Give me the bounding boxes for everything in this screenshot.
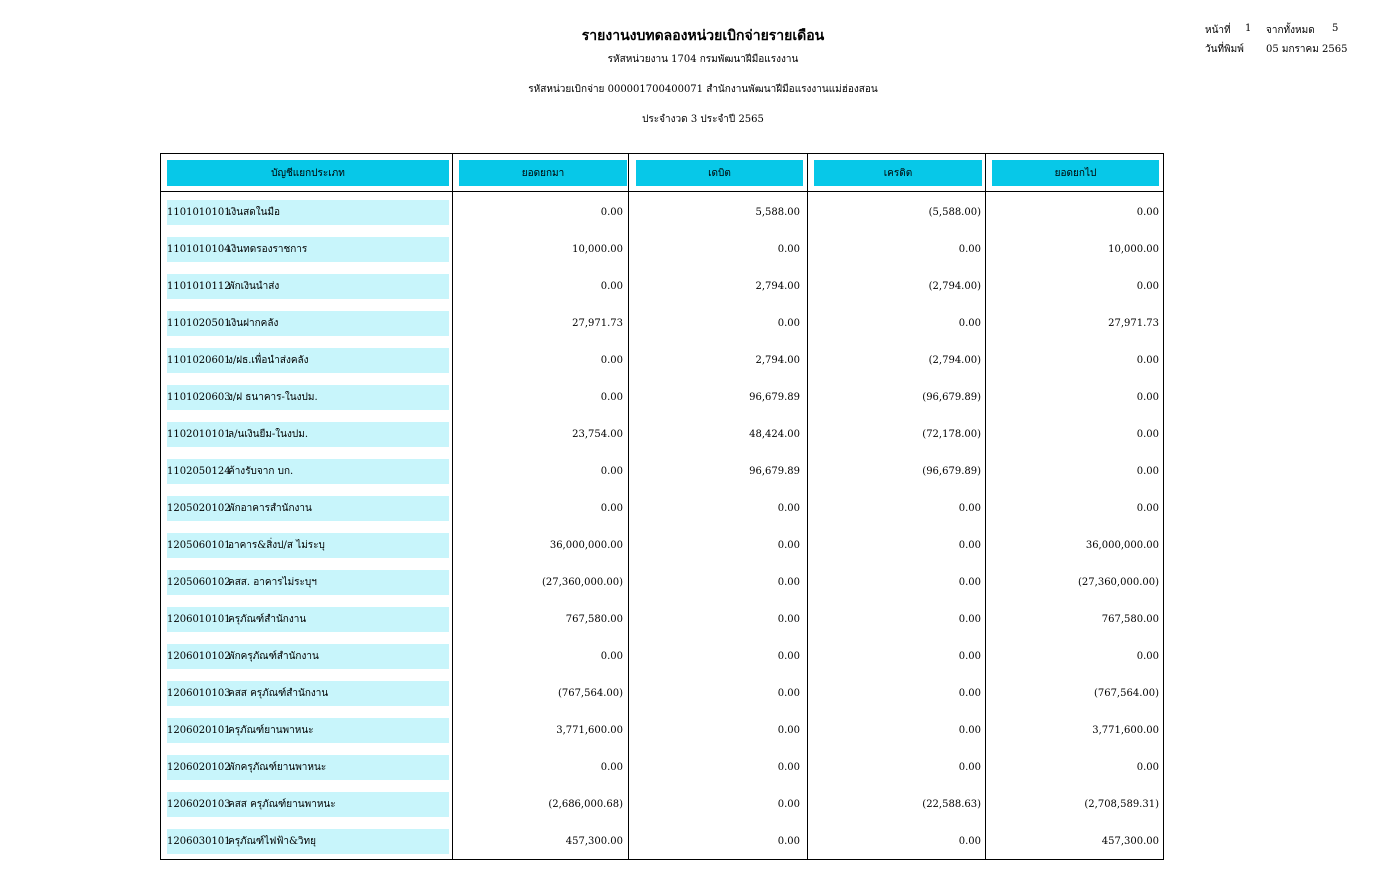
account-cell	[167, 607, 449, 632]
brought-forward-cell: 0.00	[600, 503, 623, 514]
account-code: 1101020601	[167, 355, 231, 366]
brought-forward-cell: 3,771,600.00	[556, 725, 623, 736]
credit-cell: 0.00	[958, 651, 981, 662]
credit-cell: (72,178.00)	[922, 429, 981, 440]
account-code: 1206030101	[167, 836, 231, 847]
table-row	[161, 718, 1163, 743]
table-row	[161, 607, 1163, 632]
account-name: พักเงินนำส่ง	[228, 281, 280, 292]
account-cell	[167, 422, 449, 447]
total-pages-label: จากทั้งหมด	[1266, 25, 1315, 36]
carried-forward-cell: 0.00	[1136, 392, 1159, 403]
credit-cell: 0.00	[958, 725, 981, 736]
account-name: ครุภัณฑ์สำนักงาน	[228, 614, 307, 625]
brought-forward-cell: 23,754.00	[572, 429, 623, 440]
account-name: พักครุภัณฑ์ยานพาหนะ	[228, 762, 327, 773]
page-label: หน้าที่	[1205, 25, 1231, 36]
carried-forward-cell: (27,360,000.00)	[1078, 577, 1159, 588]
account-cell	[167, 385, 449, 410]
account-cell	[167, 644, 449, 669]
brought-forward-cell: 0.00	[600, 762, 623, 773]
credit-cell: 0.00	[958, 762, 981, 773]
brought-forward-cell: 0.00	[600, 651, 623, 662]
carried-forward-cell: 0.00	[1136, 355, 1159, 366]
brought-forward-cell: 10,000.00	[572, 244, 623, 255]
debit-cell: 0.00	[777, 540, 800, 551]
credit-cell: 0.00	[958, 836, 981, 847]
table-row	[161, 311, 1163, 336]
account-name: คสส ครุภัณฑ์สำนักงาน	[228, 688, 329, 699]
brought-forward-cell: 457,300.00	[565, 836, 623, 847]
table-row	[161, 422, 1163, 447]
credit-cell: (2,794.00)	[928, 355, 981, 366]
column-header-account: บัญชีแยกประเภท	[167, 160, 449, 186]
debit-cell: 0.00	[777, 762, 800, 773]
credit-cell: 0.00	[958, 244, 981, 255]
brought-forward-cell: 36,000,000.00	[549, 540, 623, 551]
account-cell	[167, 348, 449, 373]
carried-forward-cell: 36,000,000.00	[1085, 540, 1159, 551]
debit-cell: 96,679.89	[749, 466, 800, 477]
table-row	[161, 570, 1163, 595]
table-row	[161, 237, 1163, 262]
account-cell	[167, 459, 449, 484]
column-header-debit: เดบิต	[636, 160, 803, 186]
account-code: 1206010102	[167, 651, 231, 662]
debit-cell: 96,679.89	[749, 392, 800, 403]
account-cell	[167, 237, 449, 262]
account-code: 1205060102	[167, 577, 231, 588]
account-cell	[167, 755, 449, 780]
account-code: 1102050124	[167, 466, 231, 477]
brought-forward-cell: 27,971.73	[572, 318, 623, 329]
debit-cell: 48,424.00	[749, 429, 800, 440]
credit-cell: 0.00	[958, 318, 981, 329]
period-line: ประจำงวด 3 ประจำปี 2565	[642, 114, 764, 125]
table-row	[161, 681, 1163, 706]
account-name: เงินฝากคลัง	[228, 318, 279, 329]
credit-cell: 0.00	[958, 540, 981, 551]
account-name: ง/ฝ ธนาคาร-ในงปม.	[228, 392, 318, 403]
credit-cell: 0.00	[958, 688, 981, 699]
account-cell	[167, 718, 449, 743]
account-name: ล/นเงินยืม-ในงปม.	[228, 429, 309, 440]
table-row	[161, 644, 1163, 669]
table-row	[161, 200, 1163, 225]
carried-forward-cell: 0.00	[1136, 503, 1159, 514]
print-date: 05 มกราคม 2565	[1266, 44, 1348, 55]
account-name: พักครุภัณฑ์สำนักงาน	[228, 651, 319, 662]
carried-forward-cell: 0.00	[1136, 429, 1159, 440]
account-name: คสส. อาคารไม่ระบุฯ	[228, 577, 317, 588]
table-row	[161, 496, 1163, 521]
account-name: เงินสดในมือ	[228, 207, 281, 218]
table-row	[161, 274, 1163, 299]
account-cell	[167, 570, 449, 595]
credit-cell: 0.00	[958, 614, 981, 625]
account-name: พักอาคารสำนักงาน	[228, 503, 312, 514]
credit-cell: (96,679.89)	[922, 466, 981, 477]
table-row	[161, 348, 1163, 373]
account-code: 1101020603	[167, 392, 231, 403]
account-code: 1205020102	[167, 503, 231, 514]
account-name: เงินทดรองราชการ	[228, 244, 308, 255]
account-code: 1206020102	[167, 762, 231, 773]
table-row	[161, 755, 1163, 780]
column-header-credit: เครดิต	[814, 160, 982, 186]
carried-forward-cell: 0.00	[1136, 281, 1159, 292]
account-code: 1102010101	[167, 429, 231, 440]
carried-forward-cell: (767,564.00)	[1093, 688, 1159, 699]
brought-forward-cell: (767,564.00)	[557, 688, 623, 699]
debit-cell: 0.00	[777, 836, 800, 847]
debit-cell: 0.00	[777, 503, 800, 514]
column-header-carried-forward: ยอดยกไป	[992, 160, 1159, 186]
account-name: ครุภัณฑ์ยานพาหนะ	[228, 725, 314, 736]
table-row	[161, 459, 1163, 484]
debit-cell: 0.00	[777, 614, 800, 625]
carried-forward-cell: 457,300.00	[1101, 836, 1159, 847]
report-title: รายงานงบทดลองหน่วยเบิกจ่ายรายเดือน	[581, 28, 825, 44]
table-row	[161, 385, 1163, 410]
account-name: อาคาร&สิ่งป/ส ไม่ระบุ	[228, 540, 325, 551]
brought-forward-cell: 767,580.00	[565, 614, 623, 625]
brought-forward-cell: 0.00	[600, 466, 623, 477]
brought-forward-cell: 0.00	[600, 392, 623, 403]
account-code: 1206010101	[167, 614, 231, 625]
account-cell	[167, 533, 449, 558]
carried-forward-cell: (2,708,589.31)	[1084, 799, 1159, 810]
account-cell	[167, 311, 449, 336]
brought-forward-cell: 0.00	[600, 207, 623, 218]
account-code: 1206020101	[167, 725, 231, 736]
column-header-brought-forward: ยอดยกมา	[459, 160, 627, 186]
debit-cell: 5,588.00	[755, 207, 800, 218]
carried-forward-cell: 767,580.00	[1101, 614, 1159, 625]
table-row	[161, 829, 1163, 854]
debit-cell: 0.00	[777, 799, 800, 810]
carried-forward-cell: 0.00	[1136, 466, 1159, 477]
debit-cell: 2,794.00	[755, 355, 800, 366]
agency-line: รหัสหน่วยงาน 1704 กรมพัฒนาฝีมือแรงงาน	[607, 54, 799, 65]
header-divider	[161, 191, 1163, 192]
carried-forward-cell: 0.00	[1136, 207, 1159, 218]
carried-forward-cell: 27,971.73	[1108, 318, 1159, 329]
credit-cell: (2,794.00)	[928, 281, 981, 292]
account-code: 1101010104	[167, 244, 231, 255]
account-cell	[167, 681, 449, 706]
debit-cell: 0.00	[777, 577, 800, 588]
debit-cell: 0.00	[777, 318, 800, 329]
account-code: 1206010103	[167, 688, 231, 699]
account-name: คสส ครุภัณฑ์ยานพาหนะ	[228, 799, 336, 810]
carried-forward-cell: 0.00	[1136, 762, 1159, 773]
trial-balance-table	[160, 153, 1164, 860]
account-name: ครุภัณฑ์ไฟฟ้า&วิทยุ	[228, 836, 317, 847]
brought-forward-cell: 0.00	[600, 281, 623, 292]
credit-cell: (96,679.89)	[922, 392, 981, 403]
brought-forward-cell: (27,360,000.00)	[542, 577, 623, 588]
carried-forward-cell: 0.00	[1136, 651, 1159, 662]
debit-cell: 0.00	[777, 244, 800, 255]
account-code: 1101010101	[167, 207, 231, 218]
account-cell	[167, 274, 449, 299]
table-row	[161, 533, 1163, 558]
account-name: ง/ฝธ.เพื่อนำส่งคลัง	[228, 355, 309, 366]
brought-forward-cell: 0.00	[600, 355, 623, 366]
account-code: 1206020103	[167, 799, 231, 810]
debit-cell: 2,794.00	[755, 281, 800, 292]
total-pages: 5	[1332, 23, 1339, 34]
disbursement-unit-line: รหัสหน่วยเบิกจ่าย 000001700400071 สำนักงานพัฒนาฝีมือแรงงานแม่ฮ่องสอน	[528, 84, 878, 95]
debit-cell: 0.00	[777, 651, 800, 662]
credit-cell: (22,588.63)	[922, 799, 981, 810]
account-cell	[167, 496, 449, 521]
account-code: 1101020501	[167, 318, 231, 329]
account-name: ค้างรับจาก บก.	[228, 466, 294, 477]
account-cell	[167, 792, 449, 817]
print-date-label: วันที่พิมพ์	[1205, 44, 1244, 55]
carried-forward-cell: 10,000.00	[1108, 244, 1159, 255]
page-number: 1	[1245, 23, 1252, 34]
account-cell	[167, 829, 449, 854]
credit-cell: 0.00	[958, 503, 981, 514]
account-code: 1205060101	[167, 540, 231, 551]
credit-cell: (5,588.00)	[928, 207, 981, 218]
account-cell	[167, 200, 449, 225]
credit-cell: 0.00	[958, 577, 981, 588]
account-code: 1101010112	[167, 281, 231, 292]
debit-cell: 0.00	[777, 688, 800, 699]
debit-cell: 0.00	[777, 725, 800, 736]
table-row	[161, 792, 1163, 817]
carried-forward-cell: 3,771,600.00	[1092, 725, 1159, 736]
brought-forward-cell: (2,686,000.68)	[548, 799, 623, 810]
